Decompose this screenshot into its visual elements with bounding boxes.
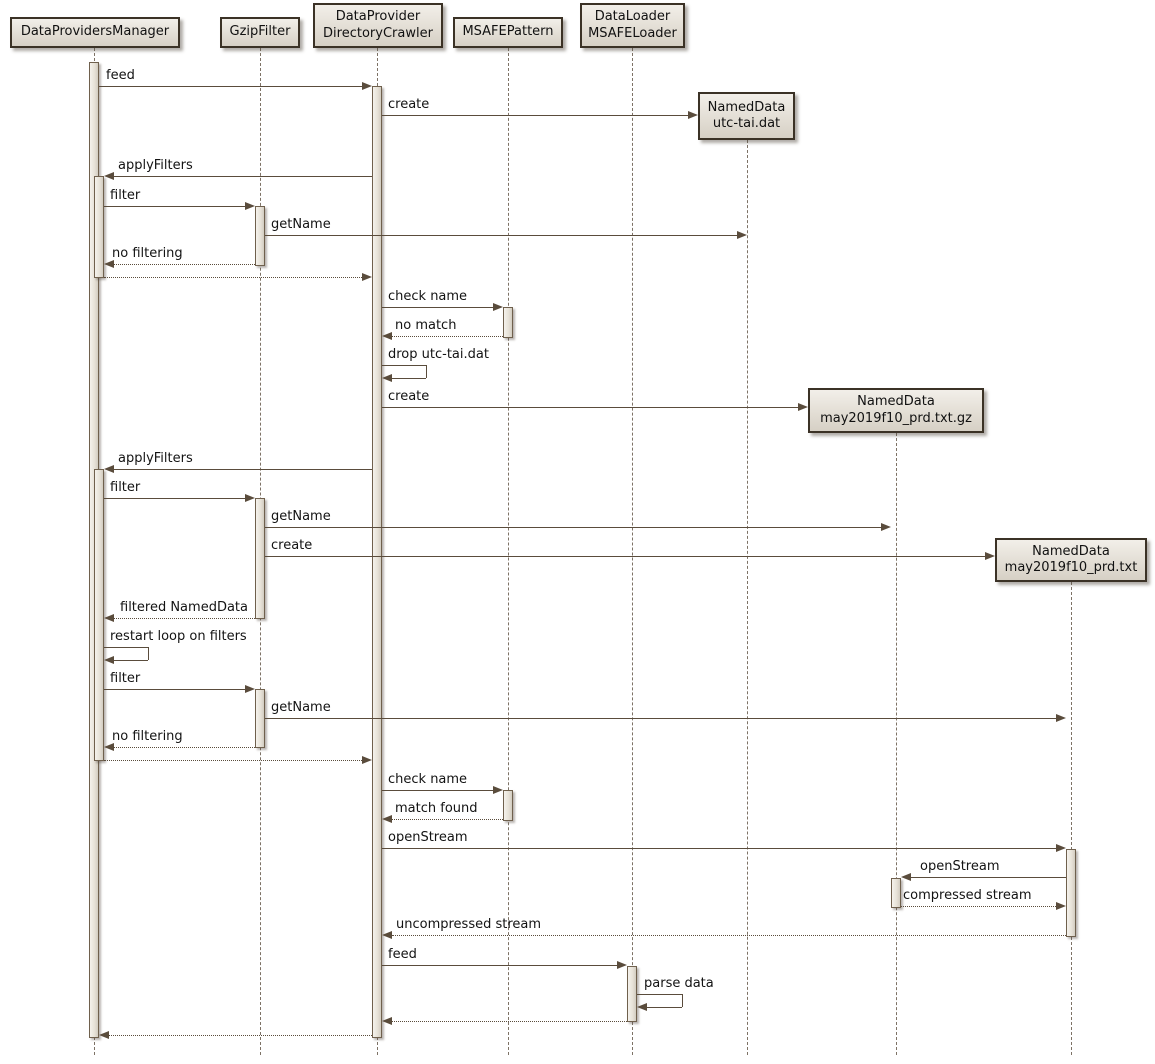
participant-label: utc-tai.dat bbox=[712, 116, 781, 131]
check-name-message-line bbox=[382, 790, 493, 791]
restart-loop-on-filters-message-line-top bbox=[104, 647, 148, 648]
restart-loop-on-filters-message-label: restart loop on filters bbox=[110, 629, 247, 644]
applyfilters-message-line bbox=[114, 176, 372, 177]
activation-bar-msafe-pattern bbox=[503, 307, 513, 338]
parse-data-message-line-right bbox=[682, 994, 683, 1007]
activation-bar-gzip-filter bbox=[255, 498, 265, 619]
compressed-stream-message-line bbox=[901, 906, 1056, 907]
filtered-nameddata-message-arrowhead bbox=[104, 614, 114, 622]
filtered-nameddata-message-label: filtered NamedData bbox=[120, 600, 248, 615]
activation-bar-msafe-loader bbox=[627, 966, 637, 1022]
participant-label: may2019f10_prd.txt.gz bbox=[820, 410, 972, 426]
create-message-arrowhead bbox=[798, 403, 808, 411]
getname-message-arrowhead bbox=[737, 231, 747, 239]
feed-message-line bbox=[382, 965, 617, 966]
activation-bar-nameddata-txt bbox=[1066, 849, 1076, 937]
applyfilters-message-label: applyFilters bbox=[118, 158, 193, 173]
match-found-message-line bbox=[392, 819, 503, 820]
activation-bar-gzip-filter bbox=[255, 689, 265, 748]
participant-box-data-providers-manager bbox=[10, 17, 180, 48]
openstream-message-line bbox=[382, 848, 1056, 849]
return-message-arrowhead bbox=[362, 273, 372, 281]
participant-label: DataLoader bbox=[594, 9, 671, 25]
filtered-nameddata-message-line bbox=[114, 618, 255, 619]
no-match-message-arrowhead bbox=[382, 332, 392, 340]
drop-utc-tai-dat-message-line-right bbox=[426, 365, 427, 378]
filter-message-arrowhead bbox=[245, 202, 255, 210]
parse-data-message-line-top bbox=[637, 994, 682, 995]
openstream-message-label: openStream bbox=[920, 859, 1000, 874]
return-message-line bbox=[104, 277, 362, 278]
no-filtering-message-line bbox=[114, 264, 255, 265]
create-message-label: create bbox=[388, 97, 430, 112]
openstream-message-arrowhead bbox=[1056, 844, 1066, 852]
activation-bar-directory-crawler bbox=[372, 86, 382, 1038]
participant-box-nameddata-txt bbox=[995, 538, 1147, 582]
openstream-message-arrowhead bbox=[901, 873, 911, 881]
openstream-message-label: openStream bbox=[388, 830, 468, 845]
openstream-message-line bbox=[911, 877, 1066, 878]
compressed-stream-message-arrowhead bbox=[1056, 902, 1066, 910]
compressed-stream-message-label: compressed stream bbox=[903, 888, 1032, 903]
match-found-message-arrowhead bbox=[382, 815, 392, 823]
getname-message-arrowhead bbox=[881, 523, 891, 531]
activation-bar-nameddata-gz bbox=[891, 878, 901, 908]
applyfilters-message-line bbox=[114, 469, 372, 470]
filter-message-line bbox=[104, 689, 245, 690]
participant-box-gzip-filter bbox=[220, 17, 300, 48]
uncompressed-stream-message-label: uncompressed stream bbox=[396, 917, 542, 932]
applyfilters-message-arrowhead bbox=[104, 465, 114, 473]
lifeline-msafe-pattern bbox=[508, 48, 509, 1055]
participant-box-msafe-loader bbox=[580, 3, 685, 48]
lifeline-nameddata-txt bbox=[1071, 582, 1072, 1055]
participant-label: GzipFilter bbox=[229, 24, 291, 40]
no-filtering-message-arrowhead bbox=[104, 260, 114, 268]
getname-message-label: getName bbox=[271, 217, 331, 232]
no-filtering-message-label: no filtering bbox=[112, 729, 183, 744]
check-name-message-line bbox=[382, 307, 493, 308]
create-message-line bbox=[382, 407, 798, 408]
participant-label: NamedData bbox=[707, 99, 786, 115]
participant-box-msafe-pattern bbox=[453, 17, 563, 48]
restart-loop-on-filters-message-arrowhead bbox=[104, 656, 114, 664]
feed-message-label: feed bbox=[388, 947, 417, 962]
return-message-arrowhead bbox=[362, 756, 372, 764]
lifeline-nameddata-utc-tai bbox=[747, 140, 748, 1055]
feed-message-label: feed bbox=[106, 68, 135, 83]
participant-label: NamedData bbox=[1032, 543, 1110, 559]
participant-label: NamedData bbox=[857, 394, 935, 410]
restart-loop-on-filters-message-line-right bbox=[148, 647, 149, 660]
check-name-message-arrowhead bbox=[493, 303, 503, 311]
create-message-label: create bbox=[271, 538, 313, 553]
return-message-line bbox=[109, 1035, 372, 1036]
filter-message-label: filter bbox=[110, 188, 141, 203]
participant-label: DataProvidersManager bbox=[20, 24, 170, 40]
no-match-message-line bbox=[392, 336, 503, 337]
no-filtering-message-label: no filtering bbox=[112, 246, 183, 261]
feed-message-line bbox=[99, 86, 362, 87]
filter-message-label: filter bbox=[110, 671, 141, 686]
uncompressed-stream-message-arrowhead bbox=[382, 931, 392, 939]
no-match-message-label: no match bbox=[395, 318, 457, 333]
participant-label: DataProvider bbox=[335, 9, 421, 25]
activation-bar-data-providers-manager bbox=[94, 176, 104, 278]
check-name-message-label: check name bbox=[388, 289, 468, 304]
create-message-label: create bbox=[388, 389, 430, 404]
return-message-arrowhead bbox=[99, 1031, 109, 1039]
participant-label: MSAFEPattern bbox=[462, 24, 554, 40]
uncompressed-stream-message-line bbox=[392, 935, 1066, 936]
feed-message-arrowhead bbox=[617, 961, 627, 969]
getname-message-line bbox=[265, 527, 881, 528]
parse-data-message-arrowhead bbox=[637, 1003, 647, 1011]
activation-bar-gzip-filter bbox=[255, 206, 265, 266]
feed-message-arrowhead bbox=[362, 82, 372, 90]
create-message-line bbox=[265, 556, 985, 557]
no-filtering-message-arrowhead bbox=[104, 743, 114, 751]
getname-message-label: getName bbox=[271, 509, 331, 524]
participant-label: DirectoryCrawler bbox=[323, 25, 433, 41]
check-name-message-arrowhead bbox=[493, 786, 503, 794]
getname-message-line bbox=[265, 235, 737, 236]
create-message-arrowhead bbox=[688, 111, 698, 119]
participant-label: MSAFELoader bbox=[588, 25, 677, 41]
activation-bar-data-providers-manager bbox=[94, 469, 104, 761]
drop-utc-tai-dat-message-label: drop utc-tai.dat bbox=[388, 347, 489, 362]
filter-message-label: filter bbox=[110, 480, 141, 495]
drop-utc-tai-dat-message-arrowhead bbox=[382, 374, 392, 382]
return-message-line bbox=[104, 760, 362, 761]
filter-message-line bbox=[104, 498, 245, 499]
filter-message-line bbox=[104, 206, 245, 207]
getname-message-label: getName bbox=[271, 700, 331, 715]
parse-data-message-label: parse data bbox=[644, 976, 714, 991]
applyfilters-message-arrowhead bbox=[104, 172, 114, 180]
create-message-line bbox=[382, 115, 688, 116]
drop-utc-tai-dat-message-line-top bbox=[382, 365, 426, 366]
applyfilters-message-label: applyFilters bbox=[118, 451, 193, 466]
return-message-arrowhead bbox=[382, 1017, 392, 1025]
filter-message-arrowhead bbox=[245, 494, 255, 502]
activation-bar-msafe-pattern bbox=[503, 790, 513, 821]
match-found-message-label: match found bbox=[395, 801, 478, 816]
getname-message-arrowhead bbox=[1056, 714, 1066, 722]
lifeline-nameddata-gz bbox=[896, 433, 897, 1055]
participant-box-nameddata-gz bbox=[808, 388, 984, 433]
no-filtering-message-line bbox=[114, 747, 255, 748]
participant-label: may2019f10_prd.txt bbox=[1004, 560, 1138, 575]
parse-data-message-line-bottom bbox=[647, 1007, 682, 1008]
create-message-arrowhead bbox=[985, 552, 995, 560]
getname-message-line bbox=[265, 718, 1056, 719]
filter-message-arrowhead bbox=[245, 685, 255, 693]
return-message-line bbox=[392, 1021, 627, 1022]
restart-loop-on-filters-message-line-bottom bbox=[114, 660, 148, 661]
lifeline-msafe-loader bbox=[632, 48, 633, 1055]
check-name-message-label: check name bbox=[388, 772, 468, 787]
participant-box-directory-crawler bbox=[313, 3, 443, 48]
drop-utc-tai-dat-message-line-bottom bbox=[392, 378, 426, 379]
participant-box-nameddata-utc-tai bbox=[698, 92, 795, 140]
